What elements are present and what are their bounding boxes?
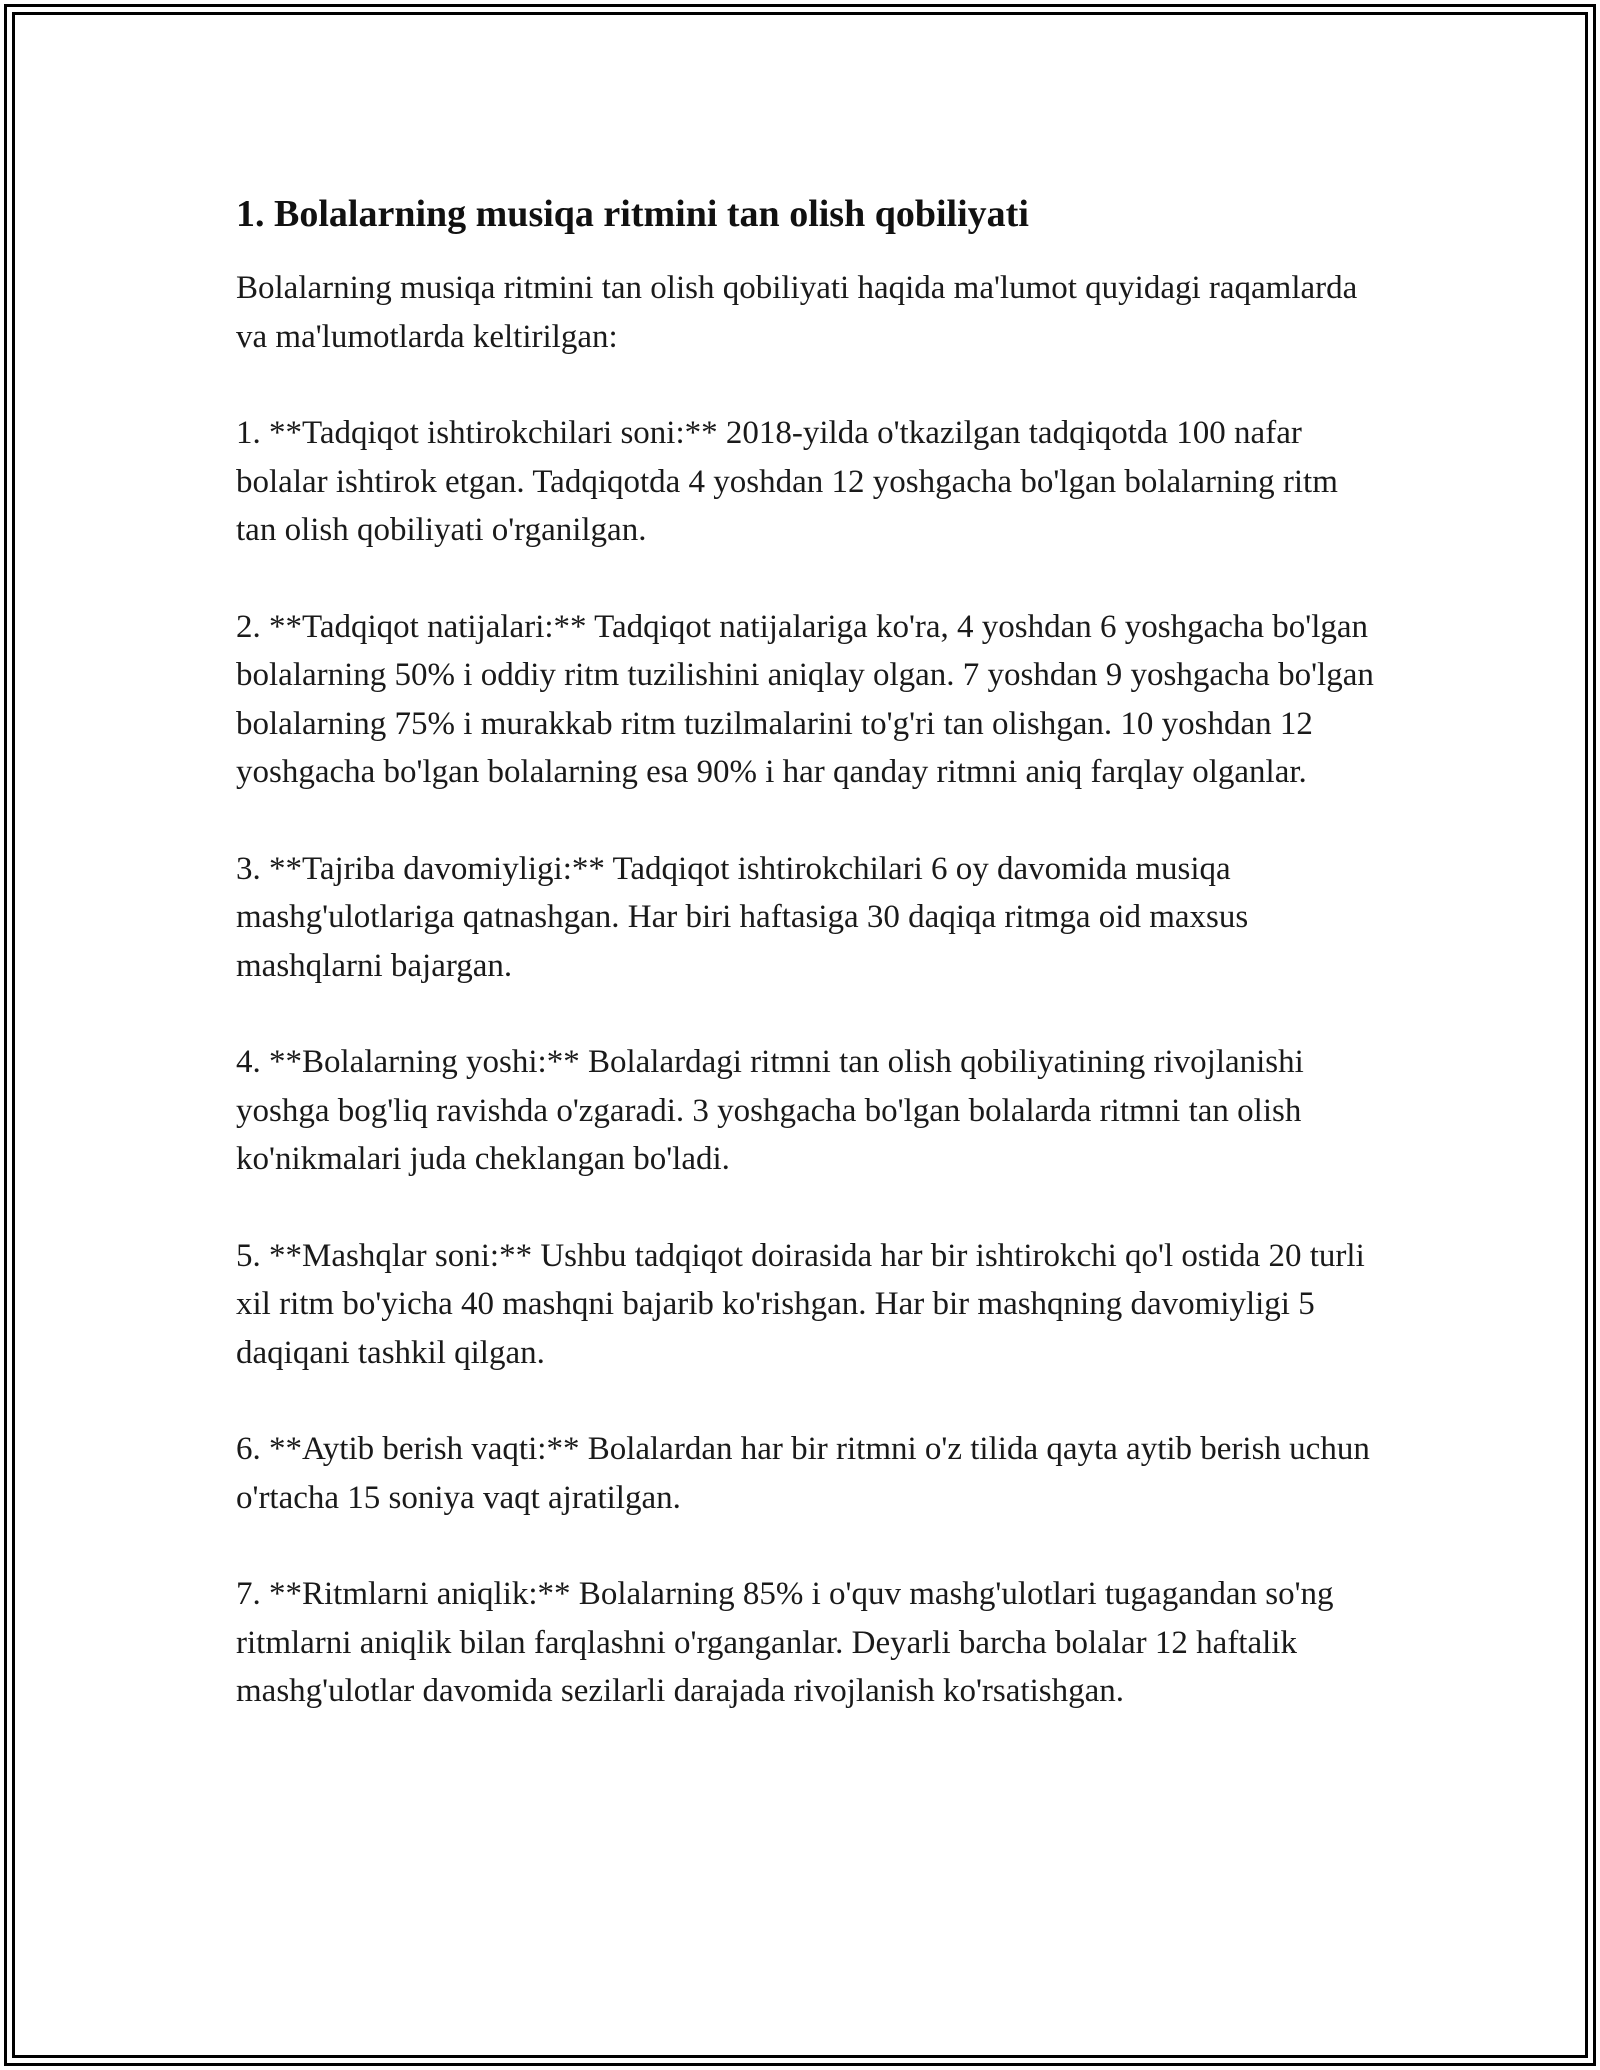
list-item-5: 5. **Mashqlar soni:** Ushbu tadqiqot doirasida har bir ishtirokchi qo'l ostida 20 turli xil ritm bo'yicha 40 mashqni bajarib ko'rishgan. Har bir mashqning davomiyligi 5 daqiqani tashkil qilgan.: [236, 1237, 1365, 1371]
document-title: 1. Bolalarning musiqa ritmini tan olish qobiliyati: [236, 193, 1029, 235]
intro-paragraph: Bolalarning musiqa ritmini tan olish qobiliyati haqida ma'lumot quyidagi raqamlarda va ma'lumotlarda keltirilgan:: [236, 270, 1358, 355]
list-item-2: 2. **Tadqiqot natijalari:** Tadqiqot natijalariga ko'ra, 4 yoshdan 6 yoshgacha bo'lgan bolalarning 50% i oddiy ritm tuzilishini aniqlay olgan. 7 yoshdan 9 yoshgacha bo'lgan bolalarning 75% i murakkab ritm tuzilmalarini to'g'ri tan olishgan. 10 yoshdan 12 yoshgacha bo'lgan bolalarning esa 90% i har qanday ritmni aniq farqlay olganlar.: [236, 608, 1374, 790]
list-item-6: 6. **Aytib berish vaqti:** Bolalardan har bir ritmni o'z tilida qayta aytib berish uchun o'rtacha 15 soniya vaqt ajratilgan.: [236, 1431, 1370, 1516]
list-item-1: 1. **Tadqiqot ishtirokchilari soni:** 2018-yilda o'tkazilgan tadqiqotda 100 nafar bolalar ishtirok etgan. Tadqiqotda 4 yoshdan 12 yoshgacha bo'lgan bolalarning ritm tan olish qobiliyati o'rganilgan.: [236, 415, 1338, 548]
list-item-7: 7. **Ritmlarni aniqlik:** Bolalarning 85% i o'quv mashg'ulotlari tugagandan so'ng ritmlarni aniqlik bilan farqlashni o'rganganlar. Deyarli barcha bolalar 12 haftalik mashg'ulotlar davomida sezilarli darajada rivojlanish ko'rsatishgan.: [236, 1576, 1334, 1709]
document-body: [236, 186, 1376, 1764]
list-item-4: 4. **Bolalarning yoshi:** Bolalardagi ritmni tan olish qobiliyatining rivojlanishi yoshga bog'liq ravishda o'zgaradi. 3 yoshgacha bo'lgan bolalarda ritmni tan olish ko'nikmalari juda cheklangan bo'ladi.: [236, 1044, 1304, 1177]
list-item-3: 3. **Tajriba davomiyligi:** Tadqiqot ishtirokchilari 6 oy davomida musiqa mashg'ulotlariga qatnashgan. Har biri haftasiga 30 daqiqa ritmga oid maxsus mashqlarni bajargan.: [236, 850, 1249, 984]
